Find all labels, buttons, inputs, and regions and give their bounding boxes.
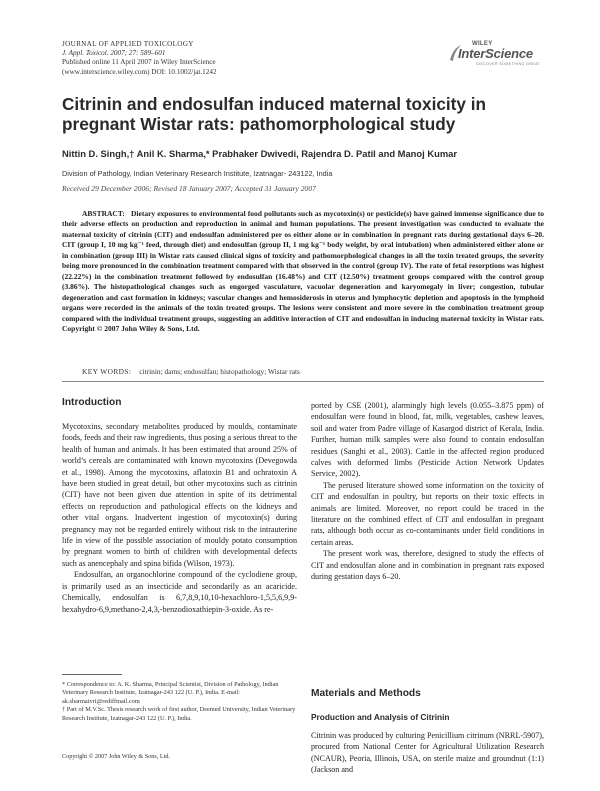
logo-wiley-text: WILEY (472, 41, 493, 47)
affiliation: Division of Pathology, Indian Veterinary Research Institute, Izatnagar- 243122, India (62, 169, 333, 178)
methods-heading: Materials and Methods (311, 688, 421, 699)
wiley-interscience-logo (442, 41, 552, 69)
methods-text (311, 730, 544, 776)
methods-subheading: Production and Analysis of Citrinin (311, 712, 450, 722)
logo-tagline: DISCOVER SOMETHING GREAT (476, 62, 541, 66)
journal-published: Published online 11 April 2007 in Wiley InterScience (62, 58, 216, 67)
journal-name: JOURNAL OF APPLIED TOXICOLOGY (62, 40, 194, 48)
keywords-text: citrinin; dams; endosulfan; histopathology; Wistar rats (139, 367, 300, 376)
keywords-label: KEY WORDS: (82, 367, 132, 376)
abstract (62, 209, 544, 334)
section-divider (62, 381, 544, 382)
left-column (62, 421, 297, 615)
author-list: Nittin D. Singh,† Anil K. Sharma,* Prabhaker Dwivedi, Rajendra D. Patil and Manoj Kumar (62, 148, 458, 159)
intro-paragraph-5: The present work was, therefore, designed to study the effects of CIT and endosulfan alone and in combination in pregnant rats exposed during gestation days 6–20. (311, 549, 544, 582)
received-dates: Received 29 December 2006; Revised 18 January 2007; Accepted 31 January 2007 (62, 184, 316, 193)
logo-interscience-text: InterScience (458, 46, 533, 61)
abstract-text: Dietary exposures to environmental food pollutants such as mycotoxin(s) or pesticide(s) have gained immense significance due to their adverse effects on production and reproduction in animal and human populations. The present investigation was conducted to evaluate the maternal toxicity of citrinin (CIT) and endosulfan administered per os either alone or in combination in pregnant rats during gestational days 6–20. CIT (group I, 10 mg kg⁻¹ feed, through diet) and endosulfan (group II, 1 mg kg⁻¹ body weight, by oral intubation) when administered either alone or in combination (group III) in Wistar rats caused clinical signs of toxicity and pathomorphological changes in all the toxin treated groups, the severity being more pronounced in the combination treatment compared with that observed in the control (group IV). The rate of fetal resorptions was highest (22.22%) in the combination treatment followed by endosulfan (16.48%) and CIT (12.50%) treatment groups compared with the control group (3.86%). The histopathological changes such as engorged vasculature, vacuolar degeneration and karyomegaly in liver; congestion, tubular degeneration and cast formation in kidneys; vascular changes and hemosiderosis in uterus and lymphocytic depletion and apoptosis in the lymphoid organs were recorded in the animals of the toxin treated groups. The lesions were consistent and more severe in the combination treatment group compared with the individual treatment groups, suggesting an additive interaction of CIT and endosulfan in inducing maternal toxicity in Wistar rats. Copyright © 2007 John Wiley & Sons, Ltd. (62, 209, 545, 333)
copyright-footer: Copyright © 2007 John Wiley & Sons, Ltd. (62, 753, 170, 760)
journal-doi: (www.interscience.wiley.com) DOI: 10.1002/jat.1242 (62, 67, 217, 76)
journal-citation: J. Appl. Toxicol. 2007; 27: 589–601 (62, 49, 166, 58)
introduction-heading: Introduction (62, 397, 122, 408)
article-title: Citrinin and endosulfan induced maternal toxicity in pregnant Wistar rats: pathomorphological study (62, 94, 487, 134)
intro-paragraph-1: Mycotoxins, secondary metabolites produced by moulds, contaminate foods, feeds and their raw ingredients, thus posing a serious threat to the health of human and animals. It has been estimated that around 25% of world’s cereals are contaminated with known mycotoxins (Devegowda et al., 1998). Among the mycotoxins, aflatoxin B1 and ochratoxin A have been studied in great detail, but other mycotoxins such as citrinin (CIT) have not been given due attention in spite of its detrimental effects on reproduction and pathological effects on the kidneys and other vital organs. Inadvertent ingestion of mycotoxin(s) during pregnancy may not be regarded entirely without risk to the intrauterine life in view of the possible association of mouldy potato consumption by pregnant women to birth of children with developmental defects such as anencephaly and spina bifida (Wilson, 1973). (62, 422, 297, 568)
journal-header (62, 40, 217, 77)
footnote-thesis: † Part of M.V.Sc. Thesis research work of first author, Deemed University, Indian Veterinary Research Institute, Izatnagar-243 122 (U. P.), India. (62, 706, 296, 722)
footnotes (62, 681, 297, 723)
intro-paragraph-4: The perused literature showed some information on the toxicity of CIT and endosulfan in poultry, but reports on their toxic effects in animals are limited. Moreover, no report could be traced in the literature on the combined effect of CIT and endosulfan in pregnant rats, although both occur as co-contaminants under field conditions in certain areas. (311, 480, 544, 547)
right-column (311, 400, 544, 583)
footnote-rule (62, 674, 122, 675)
footnote-correspondence: * Correspondence to: A. K. Sharma, Principal Scientist, Division of Pathology, Indian Veterinary Research Institute, Izatnagar-243 122 (U. P.), India. E-mail: ak.sharmaivri@rediffmail.com (62, 681, 279, 705)
intro-paragraph-2: Endosulfan, an organochlorine compound of the cyclodiene group, is primarily used as an insecticide and secondarily as an acaricide. Chemically, endosulfan is 6,7,8,9,10,10-hexachloro-1,5,5,6,9,9-hexahydro-6,9,methano-2,4,3,-benzodioxathiepin-3-oxide. As re- (62, 570, 297, 614)
methods-paragraph-1: Citrinin was produced by culturing Penicillium citrinum (NRRL-5907), procured from National Center for Agricultural Utilization Research (NCAUR), Peoria, Illinois, USA, on sterile maize and groundnut (1:1) (Jackson and (311, 731, 544, 775)
keywords (82, 367, 300, 376)
intro-paragraph-3: ported by CSE (2001), alarmingly high levels (0.055–3.875 ppm) of endosulfan were found in blood, fat, milk, vegetables, cashew leaves, soil and water from Padre village of Kasargod district of Kerala, India. Further, human milk samples were also found to contain endosulfan residues (Sanghi et al., 2003). Cattle in the affected region produced calves with deformed limbs (Pesticide Action Network Updates Service, 2002). (311, 401, 544, 479)
abstract-label: ABSTRACT: (82, 209, 125, 218)
